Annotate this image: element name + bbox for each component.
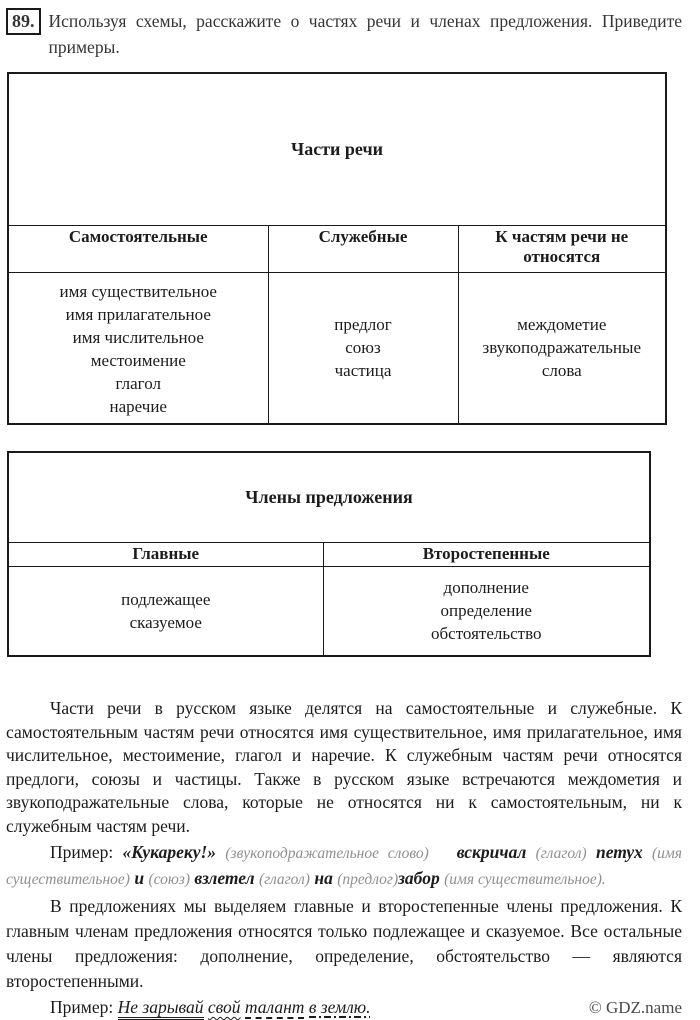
list-item: глагол (115, 373, 161, 393)
list-item: частица (334, 361, 392, 381)
excluded-parts-cell (458, 272, 666, 424)
list-item: наречие (109, 396, 167, 416)
example-word: вскричал (456, 842, 527, 862)
example-word: «Кукареку!» (122, 842, 217, 862)
task-header (6, 8, 682, 60)
list-item: предлог (334, 315, 392, 335)
list-item: дополнение (443, 578, 529, 598)
parts-table-body-row (8, 272, 666, 424)
list-item: союз (345, 338, 381, 358)
example-1-label: Пример: (50, 842, 114, 862)
list-item: имя прилагательное (65, 304, 211, 324)
example-1 (6, 840, 682, 892)
answer-block (6, 697, 682, 1018)
final-example-row (6, 997, 682, 1018)
example-note: (глагол) (535, 845, 587, 862)
list-item: местоимение (90, 350, 186, 370)
list-item: имя числительное (72, 327, 204, 347)
example-note: (звукоподражательное слово) (225, 845, 429, 862)
col-header-excluded: К частям речи не относятся (458, 225, 666, 272)
members-table-title: Члены предложения (8, 452, 650, 542)
col-header-independent: Самостоятельные (8, 225, 268, 272)
attribute-word: свой (207, 997, 241, 1017)
list-item: обстоятельство (431, 624, 542, 644)
secondary-members-cell (323, 566, 650, 656)
list-item: междометие (517, 315, 607, 335)
parts-of-speech-table (7, 72, 667, 425)
copyright-watermark: © GDZ.name (588, 998, 682, 1017)
list-item: звукоподражательные слова (482, 338, 641, 381)
example-word: петух (595, 842, 643, 862)
main-members-cell (8, 566, 323, 656)
example-word: забор (398, 868, 440, 888)
parts-table-header-row (8, 225, 666, 272)
example-note: (союз) (148, 871, 190, 888)
col-header-main: Главные (8, 542, 323, 566)
col-header-secondary: Второстепенные (323, 542, 650, 566)
object-word: талант (244, 997, 305, 1017)
members-table-body-row (8, 566, 650, 656)
example-note: (имя существительное). (444, 871, 606, 888)
auxiliary-parts-cell (268, 272, 458, 424)
members-table-header-row (8, 542, 650, 566)
list-item: сказуемое (129, 612, 202, 632)
answer-paragraph-1: Части речи в русском языке делятся на самостоятельные и служебные. К самостоятельным частям речи относятся имя существительное, имя прилагательное, имя числительное, местоимение, глагол и наречие. К служебным частям речи относятся предлоги, союзы и частицы. Также в русском языке встречаются междометия и звукоподражательные слова, которые не относятся ни к самостоятельным, ни к служебным частям речи. (6, 698, 682, 836)
example-word: на (314, 868, 333, 888)
list-item: подлежащее (121, 589, 211, 609)
col-header-auxiliary: Служебные (268, 225, 458, 272)
list-item: определение (440, 601, 532, 621)
task-number-box: 89. (6, 8, 41, 35)
example-2 (6, 997, 370, 1018)
example-note: (имя существительное) (6, 845, 683, 888)
example-note: (глагол) (258, 871, 310, 888)
answer-paragraph-2: В предложениях мы выделяем главные и второстепенные члены предложения. К главным членам предложения относятся только подлежащее и сказуемое. Все остальные члены предложения: дополнение, определение, обстоятельство — являются второстепенными. (6, 896, 682, 991)
adverbial-word: в землю. (308, 997, 371, 1017)
independent-parts-cell (8, 272, 268, 424)
parts-table-title: Части речи (8, 73, 666, 225)
example-word: взлетел (194, 868, 255, 888)
predicate-word: Не зарывай (118, 997, 204, 1020)
sentence-members-table (7, 451, 651, 657)
example-2-label: Пример: (50, 997, 114, 1017)
example-note: (предлог) (337, 871, 399, 888)
list-item: имя существительное (59, 281, 217, 301)
task-text: Используя схемы, расскажите о частях речи и членах предложения. Приведите примеры. (48, 11, 682, 57)
example-word: и (134, 868, 145, 888)
